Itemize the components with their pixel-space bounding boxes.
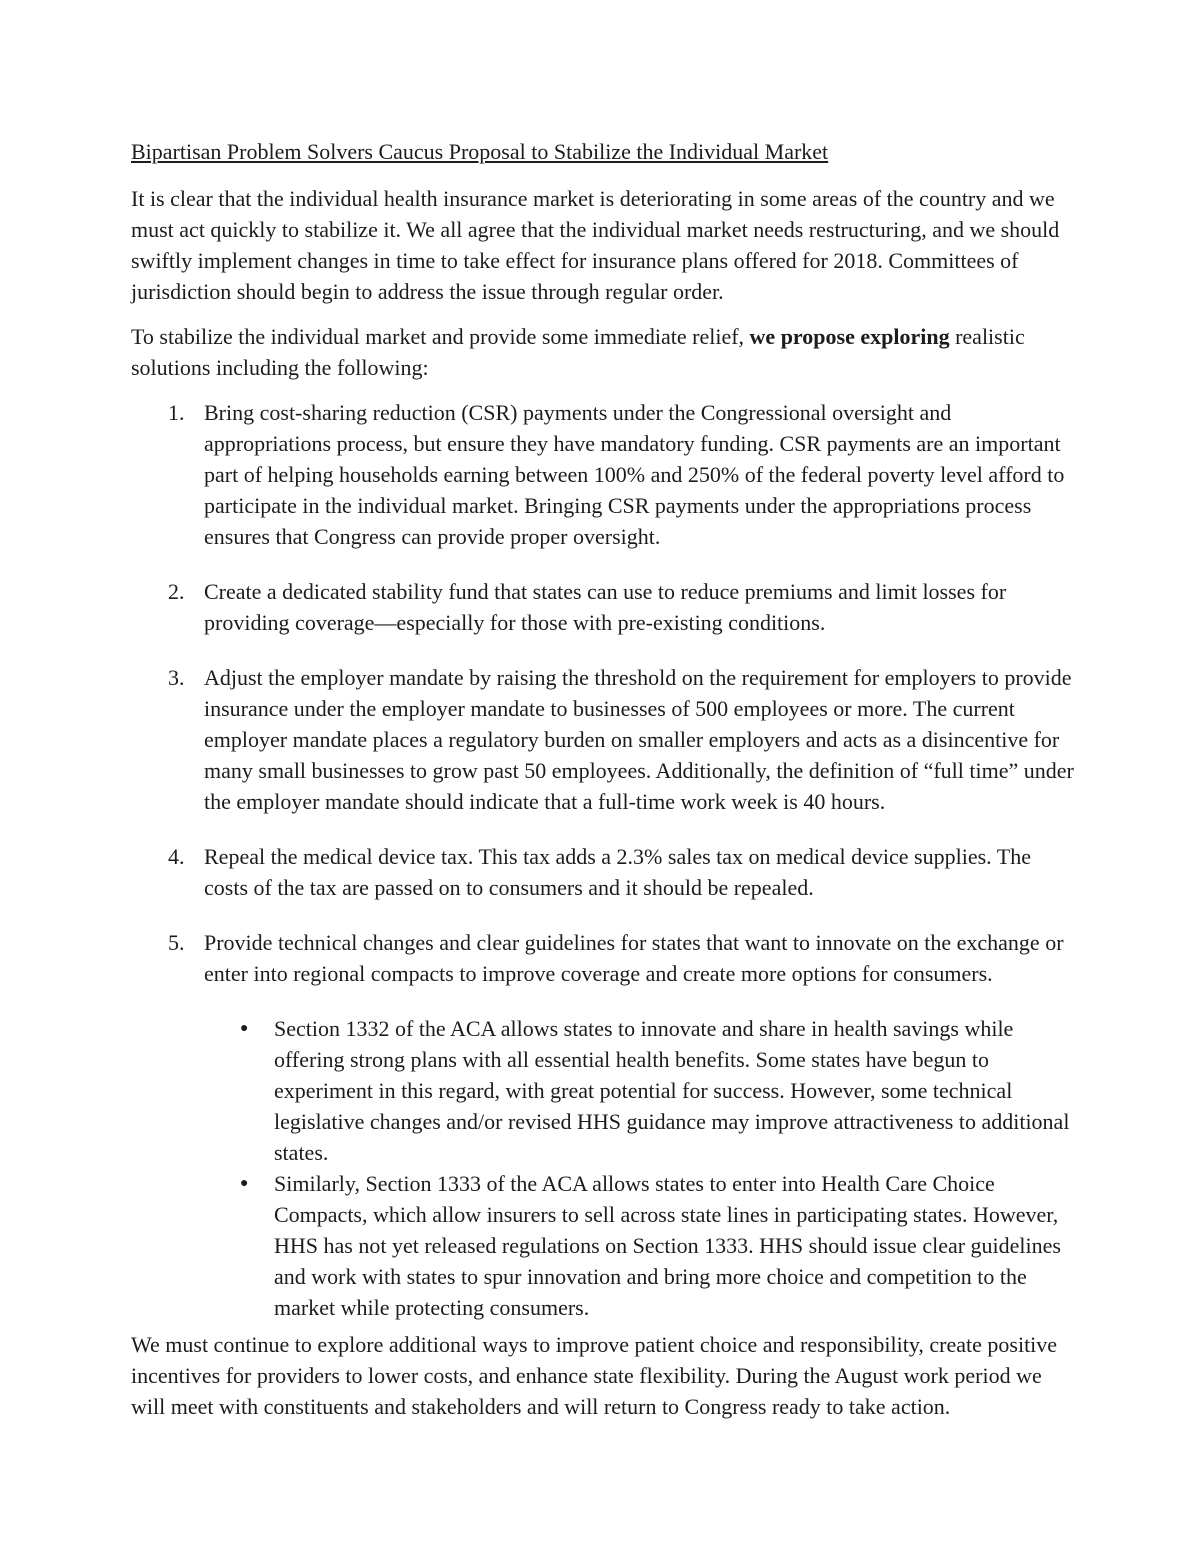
numbered-item-3	[131, 662, 1077, 817]
sub-bullet-1-text: Section 1332 of the ACA allows states to innovate and share in health savings while offering strong plans with all essential health benefits. Some states have begun to experiment in this regard, with great potential for success. However, some technical legislative changes and/or revised HHS guidance may improve attractiveness to additional states.	[274, 1016, 1070, 1165]
item-3-number: 3.	[168, 665, 185, 690]
item-4-number: 4.	[168, 844, 185, 869]
item-3-text: Adjust the employer mandate by raising the threshold on the requirement for employers to provide insurance under the employer mandate to businesses of 500 employees or more. The current employer mandate places a regulatory burden on smaller employers and acts as a disincentive for many small businesses to grow past 50 employees. Additionally, the definition of “full time” under the employer mandate should indicate that a full-time work week is 40 hours.	[204, 665, 1074, 814]
item-2-number: 2.	[168, 579, 185, 604]
proposal-lead-start: To stabilize the individual market and provide some immediate relief,	[131, 324, 750, 349]
intro-paragraph: It is clear that the individual health insurance market is deteriorating in some areas of the country and we must act quickly to stabilize it. We all agree that the individual market needs restructuring, and we should swiftly implement changes in time to take effect for insurance plans offered for 2018. Committees of jurisdiction should begin to address the issue through regular order.	[131, 186, 1060, 304]
item-5-text: Provide technical changes and clear guidelines for states that want to innovate on the exchange or enter into regional compacts to improve coverage and create more options for consumers.	[204, 930, 1064, 986]
bullet-icon: ●	[240, 1176, 249, 1191]
sub-bullet-item-1	[240, 1013, 1077, 1168]
proposal-lead-paragraph	[131, 321, 1077, 383]
document-title: Bipartisan Problem Solvers Caucus Proposal to Stabilize the Individual Market	[131, 139, 829, 164]
closing-paragraph: We must continue to explore additional ways to improve patient choice and responsibility, create positive incentives for providers to lower costs, and enhance state flexibility. During the August work period we will meet with constituents and stakeholders and will return to Congress ready to take action.	[131, 1332, 1058, 1419]
numbered-item-5	[131, 927, 1077, 989]
sub-bullet-item-2	[240, 1168, 1077, 1323]
numbered-item-2	[131, 576, 1077, 638]
numbered-list	[131, 397, 1077, 1323]
proposal-lead-end: realistic solutions including the following:	[131, 324, 1025, 380]
proposal-lead-bold-phrase: we propose exploring	[749, 324, 950, 349]
item-5-number: 5.	[168, 930, 185, 955]
item-1-text: Bring cost-sharing reduction (CSR) payments under the Congressional oversight and appropriations process, but ensure they have mandatory funding. CSR payments are an important part of helping households earning between 100% and 250% of the federal poverty level afford to participate in the individual market. Bringing CSR payments under the appropriations process ensures that Congress can provide proper oversight.	[204, 400, 1065, 549]
sub-bullet-list	[131, 1013, 1077, 1323]
bullet-icon: ●	[240, 1021, 249, 1036]
sub-bullet-2-text: Similarly, Section 1333 of the ACA allows states to enter into Health Care Choice Compacts, which allow insurers to sell across state lines in participating states. However, HHS has not yet released regulations on Section 1333. HHS should issue clear guidelines and work with states to spur innovation and bring more choice and competition to the market while protecting consumers.	[274, 1171, 1061, 1320]
item-2-text: Create a dedicated stability fund that states can use to reduce premiums and limit losses for providing coverage—especially for those with pre-existing conditions.	[204, 579, 1007, 635]
numbered-item-1	[131, 397, 1077, 552]
item-4-text: Repeal the medical device tax. This tax adds a 2.3% sales tax on medical device supplies. The costs of the tax are passed on to consumers and it should be repealed.	[204, 844, 1031, 900]
item-1-number: 1.	[168, 400, 185, 425]
numbered-item-4	[131, 841, 1077, 903]
